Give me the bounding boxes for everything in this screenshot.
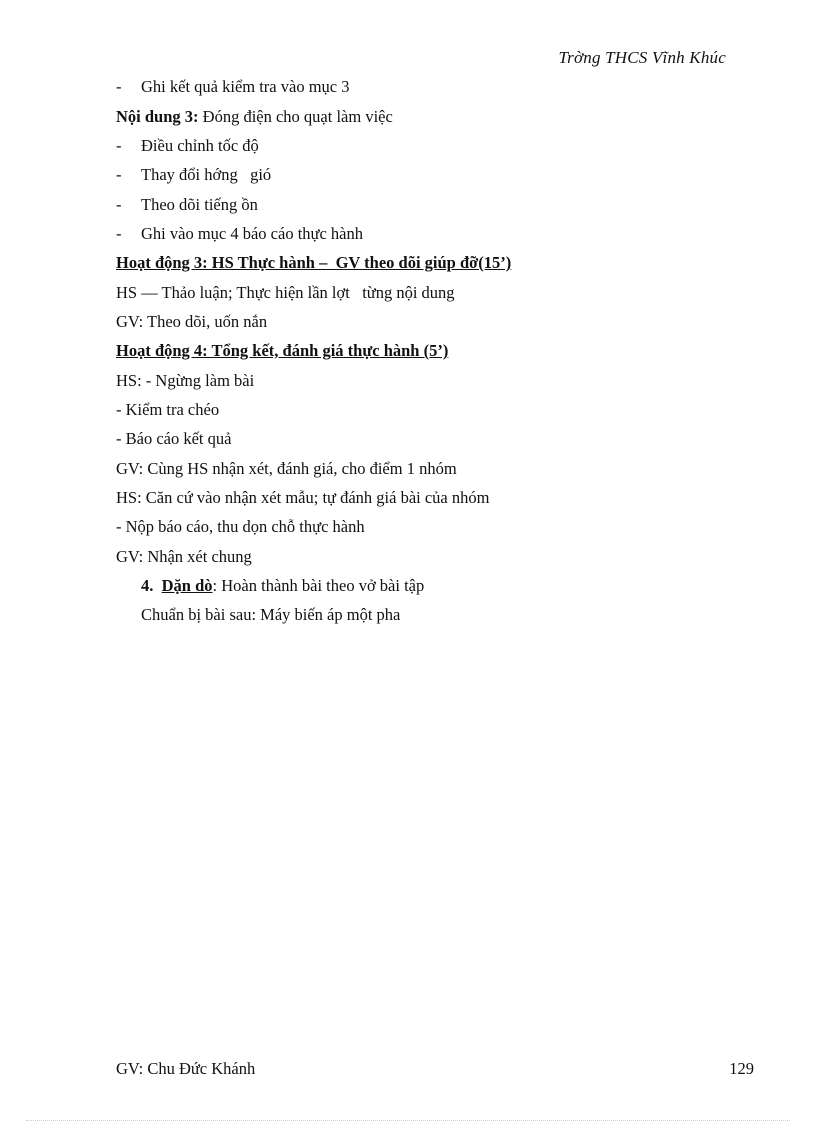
- text-line: GV: Theo dõi, uốn nắn: [116, 312, 268, 331]
- page-edge-rule: [26, 1120, 790, 1121]
- list-item-text: Ghi kết quả kiểm tra vào mục 3: [141, 77, 350, 96]
- text-line: - Kiểm tra chéo: [116, 400, 220, 419]
- dash-bullet: -: [116, 195, 122, 214]
- activity-3-heading: Hoạt động 3: HS Thực hành – GV theo dõi giúp đỡ(15’): [116, 253, 512, 272]
- dash-bullet: -: [116, 224, 122, 243]
- text-line: GV: Nhận xét chung: [116, 547, 252, 566]
- dash-bullet: -: [116, 165, 122, 184]
- dash-bullet: -: [116, 136, 122, 155]
- homework-line: [141, 576, 424, 596]
- activity-4-heading: Hoạt động 4: Tổng kết, đánh giá thực hành (5’): [116, 341, 449, 360]
- content-text: Đóng điện cho quạt làm việc: [198, 107, 393, 126]
- content-label-line: [116, 107, 393, 127]
- list-item-text: Điều chỉnh tốc độ: [141, 136, 259, 155]
- text-line: HS: - Ngừng làm bài: [116, 371, 255, 390]
- list-item: [116, 224, 363, 244]
- section-number: 4.: [141, 576, 154, 595]
- text-line: - Nộp báo cáo, thu dọn chỗ thực hành: [116, 517, 365, 536]
- list-item: [116, 136, 259, 156]
- teacher-name: GV: Chu Đức Khánh: [116, 1059, 256, 1078]
- text-line: HS — Thảo luận; Thực hiện lần lợt từng nội dung: [116, 283, 455, 302]
- list-item: [116, 165, 271, 185]
- text-line: HS: Căn cứ vào nhận xét mẫu; tự đánh giá bài của nhóm: [116, 488, 490, 507]
- list-item-text: Ghi vào mục 4 báo cáo thực hành: [141, 224, 364, 243]
- content-label: Nội dung 3:: [116, 107, 199, 126]
- next-lesson-line: Chuẩn bị bài sau: Máy biến áp một pha: [141, 605, 401, 624]
- list-item-text: Theo dõi tiếng ồn: [141, 195, 258, 214]
- homework-label: Dặn dò: [161, 576, 213, 595]
- text-line: - Báo cáo kết quả: [116, 429, 232, 448]
- page-number: 129: [729, 1059, 754, 1078]
- dash-bullet: -: [116, 77, 122, 96]
- list-item: [116, 195, 258, 215]
- list-item-text: Thay đổi hớng gió: [141, 165, 272, 184]
- text-line: GV: Cùng HS nhận xét, đánh giá, cho điểm 1 nhóm: [116, 459, 457, 478]
- school-header: Trờng THCS Vĩnh Khúc: [558, 48, 726, 67]
- list-item: [116, 77, 349, 97]
- homework-text: : Hoàn thành bài theo vở bài tập: [212, 576, 425, 595]
